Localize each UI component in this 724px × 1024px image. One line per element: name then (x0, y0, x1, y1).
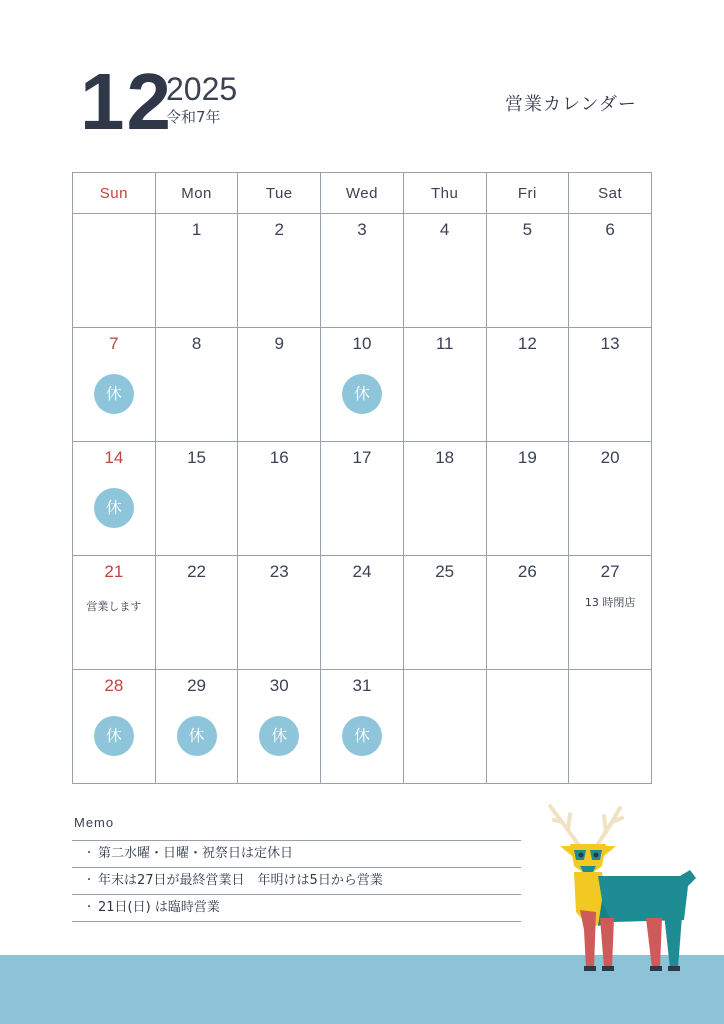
day-number: 4 (439, 220, 450, 239)
day-number: 15 (187, 448, 207, 467)
day-cell-13 (569, 328, 652, 442)
day-cell-8 (155, 328, 238, 442)
memo-text: 21日(日) は臨時営業 (98, 900, 220, 915)
day-number: 7 (109, 334, 119, 353)
week-row-2 (73, 328, 652, 442)
year: 2025 (166, 71, 238, 107)
memo-item (72, 894, 521, 922)
day-number: 24 (352, 562, 372, 581)
day-cell-21 (73, 556, 156, 670)
week-row-4 (73, 556, 652, 670)
day-note: 営業します (86, 600, 142, 613)
weekday-wed: Wed (321, 173, 404, 214)
day-cell-25 (403, 556, 486, 670)
day-number: 18 (435, 448, 455, 467)
day-number: 14 (104, 448, 124, 467)
closed-day-badge: 休 (177, 716, 217, 756)
memo-text: 年末は27日が最終営業日 年明けは5日から営業 (98, 873, 383, 888)
day-cell-empty (403, 670, 486, 784)
day-number: 19 (517, 448, 537, 467)
day-cell-17 (321, 442, 404, 556)
week-row-1 (73, 214, 652, 328)
week-row-3 (73, 442, 652, 556)
day-number: 8 (191, 334, 202, 353)
day-cell-7 (73, 328, 156, 442)
day-cell-1 (155, 214, 238, 328)
closed-day-badge: 休 (94, 716, 134, 756)
day-number: 9 (274, 334, 284, 353)
day-cell-22 (155, 556, 238, 670)
day-number: 10 (352, 334, 372, 353)
day-number: 22 (187, 562, 207, 581)
day-number: 30 (269, 676, 289, 695)
day-cell-29 (155, 670, 238, 784)
bullet-icon: ・ (84, 875, 94, 886)
day-number: 3 (357, 220, 367, 239)
bullet-icon: ・ (84, 848, 94, 859)
weekday-fri: Fri (486, 173, 569, 214)
day-cell-15 (155, 442, 238, 556)
day-cell-16 (238, 442, 321, 556)
day-cell-30 (238, 670, 321, 784)
day-cell-3 (321, 214, 404, 328)
day-cell-14 (73, 442, 156, 556)
calendar-title: 営業カレンダー (505, 94, 637, 115)
day-cell-9 (238, 328, 321, 442)
day-cell-31 (321, 670, 404, 784)
day-cell-11 (403, 328, 486, 442)
closed-day-badge: 休 (94, 488, 134, 528)
memo-item (72, 867, 521, 894)
day-number: 5 (522, 220, 533, 239)
day-cell-27 (569, 556, 652, 670)
day-cell-23 (238, 556, 321, 670)
closed-day-badge: 休 (259, 716, 299, 756)
calendar-grid (72, 172, 652, 784)
day-number: 31 (352, 676, 372, 695)
memo-item (72, 840, 521, 867)
day-number: 6 (605, 220, 615, 239)
day-cell-18 (403, 442, 486, 556)
day-note: 13 時閉店 (584, 596, 636, 609)
day-cell-19 (486, 442, 569, 556)
day-cell-28 (73, 670, 156, 784)
closed-day-badge: 休 (94, 374, 134, 414)
week-row-5 (73, 670, 652, 784)
day-number: 29 (187, 676, 207, 695)
day-number: 1 (191, 220, 202, 239)
day-number: 2 (274, 220, 284, 239)
weekday-mon: Mon (155, 173, 238, 214)
closed-day-badge: 休 (342, 374, 382, 414)
closed-day-badge: 休 (342, 716, 382, 756)
weekday-sat: Sat (569, 173, 652, 214)
day-cell-10 (321, 328, 404, 442)
day-cell-24 (321, 556, 404, 670)
day-number: 17 (352, 448, 372, 467)
day-cell-2 (238, 214, 321, 328)
day-number: 21 (104, 562, 124, 581)
day-number: 23 (269, 562, 289, 581)
day-number: 16 (269, 448, 289, 467)
day-number: 28 (104, 676, 124, 695)
memo-label: Memo (74, 815, 115, 830)
day-number: 27 (600, 562, 620, 581)
weekday-header-row (73, 173, 652, 214)
day-cell-4 (403, 214, 486, 328)
month-number: 12 (80, 57, 173, 146)
weekday-tue: Tue (238, 173, 321, 214)
weekday-thu: Thu (403, 173, 486, 214)
day-number: 25 (435, 562, 455, 581)
day-number: 26 (517, 562, 537, 581)
memo-text: 第二水曜・日曜・祝祭日は定休日 (98, 846, 294, 861)
bullet-icon: ・ (84, 902, 94, 913)
day-cell-12 (486, 328, 569, 442)
day-number: 11 (435, 334, 454, 353)
day-cell-5 (486, 214, 569, 328)
day-number: 13 (600, 334, 620, 353)
japanese-era-year: 令和7年 (166, 108, 221, 126)
memo-list (72, 840, 521, 922)
weekday-sun: Sun (73, 173, 156, 214)
day-cell-empty (73, 214, 156, 328)
day-cell-6 (569, 214, 652, 328)
day-number: 20 (600, 448, 620, 467)
day-cell-empty (569, 670, 652, 784)
day-cell-empty (486, 670, 569, 784)
deer-icon (540, 800, 700, 972)
day-cell-20 (569, 442, 652, 556)
day-number: 12 (517, 334, 537, 353)
day-cell-26 (486, 556, 569, 670)
